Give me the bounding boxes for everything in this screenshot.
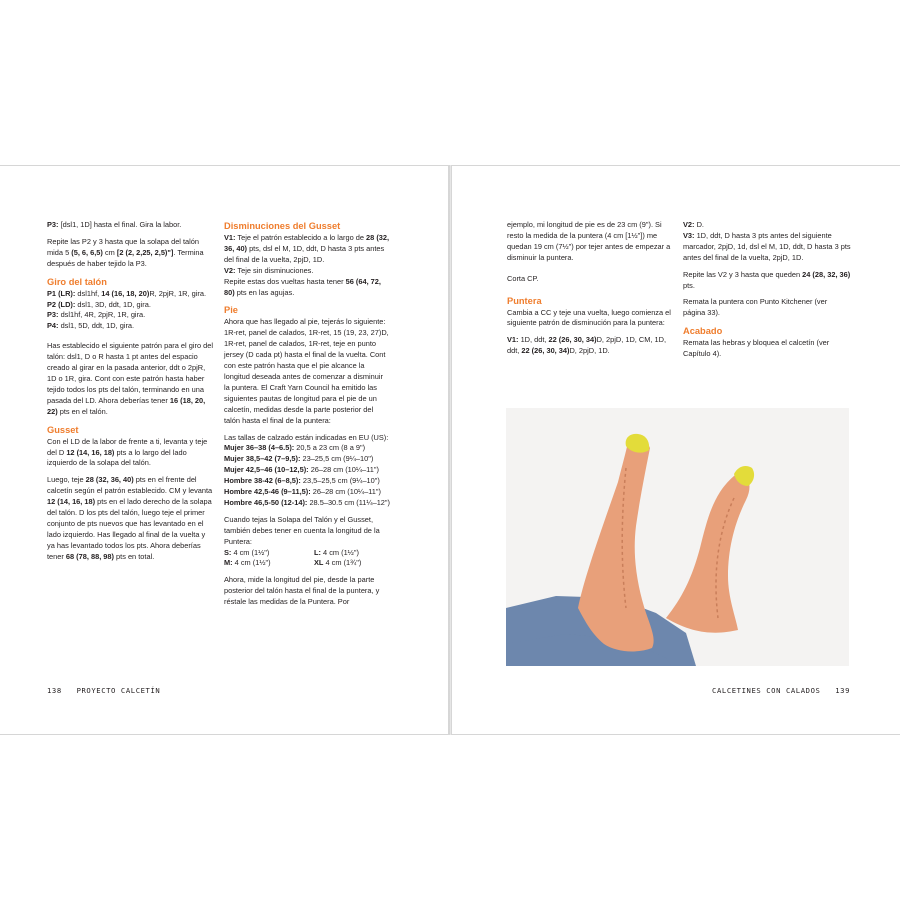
size-label: M: xyxy=(224,558,233,568)
size-value: 23,5–25,5 cm (9¼–10") xyxy=(300,476,380,486)
size-value: 26–28 cm (10¼–11") xyxy=(310,487,381,497)
text: pts, dsl el M, 1D, ddt, D hasta 3 pts antes del final de la vuelta, 2pjD, 1D. xyxy=(224,243,385,264)
left-page-column-1 xyxy=(47,220,213,569)
text: Repite las V2 y 3 hasta que queden xyxy=(683,269,803,279)
shoe-size-row xyxy=(224,498,390,509)
left-page-column-2 xyxy=(224,220,390,614)
size-label: L: xyxy=(314,547,321,557)
size-label: Mujer 36–38 (4–6.5): xyxy=(224,443,295,453)
socks-illustration xyxy=(506,408,849,666)
size-value: 28.5–30.5 cm (11¼–12") xyxy=(307,497,390,507)
sizes: 12 (14, 16, 18) xyxy=(47,497,96,507)
gusset-paragraph xyxy=(47,437,213,470)
sizes: 56 (64, 72, 80) xyxy=(224,276,381,297)
sizes: 28 (32, 36, 40) xyxy=(224,233,390,253)
size-label: XL xyxy=(314,558,324,568)
ahora-paragraph: Ahora, mide la longitud del pie, desde la parte posterior del talón hasta el final de la puntera, y réstale las medidas de la Puntera. Por xyxy=(224,575,380,607)
text: Con el LD de la labor de frente a ti, levanta y teje del D xyxy=(47,436,208,457)
foot-paragraph: Ahora que has llegado al pie, tejerás lo siguiente: 1R-ret, panel de calados, 1R-ret, 15 (19, 23, 27)D, 1R-ret, panel de calados, 1R-ret, teje en punto jersey (D cada pt) hasta el final de la vuelta. Cont con este patrón hasta que el pie alcance la longitud deseada antes de comenzar a disminuir la puntera. El Craft Yarn Council ha emitido las siguientes pautas de longitud para el pie de un calcetín, medidas desde la parte posterior del talón hasta el final de la puntera: xyxy=(224,317,389,425)
heading-toe: Puntera xyxy=(507,295,542,306)
sizes: 68 (78, 88, 98) xyxy=(65,551,114,561)
toe-length-grid xyxy=(224,548,390,570)
size-value: 4 cm (1¾") xyxy=(323,558,362,568)
text: pts en total. xyxy=(113,551,155,561)
text: cm xyxy=(102,247,117,257)
text: R, 2pjR, 1R, gira. xyxy=(149,288,206,298)
text: pts. xyxy=(683,280,695,290)
text: Has establecido el siguiente patrón para el giro del talón: dsl1, D o R hasta 1 pt antes del espacio creado al girar en la pasada anterior, ddt o 2pjR, 1D o 1R, gira. Cont con este patrón hasta haber tejido todos los pts del talón, terminando en una pasada del LD. Ahora deberías tener xyxy=(47,341,213,405)
sizes: 22 (26, 30, 34) xyxy=(548,335,597,345)
shoe-size-row xyxy=(224,443,390,454)
row-v2 xyxy=(683,220,851,231)
row-label: P2 (LD): xyxy=(47,299,76,309)
row-label: P3: xyxy=(47,310,59,320)
row-p4 xyxy=(47,321,213,332)
text: pts en las agujas. xyxy=(234,287,295,297)
sizes: 28 (32, 36, 40) xyxy=(85,475,134,485)
size-value: 23–25,5 cm (9¼–10") xyxy=(300,454,374,464)
right-page-column-2 xyxy=(683,220,851,366)
size-value: 26–28 cm (10¼–11") xyxy=(308,465,379,475)
toe-size-l xyxy=(314,548,404,559)
row-text: [dsl1, 1D] hasta el final. Gira la labor. xyxy=(58,220,182,229)
text: pts en el frente del calcetín según el patrón establecido. CM y levanta xyxy=(47,475,213,496)
text: dsl1hf, xyxy=(75,288,102,298)
sizes: 12 (14, 16, 18) xyxy=(66,447,115,457)
row-p2 xyxy=(47,300,213,311)
sizes: (5, 6, 6,5) xyxy=(71,247,103,257)
size-value: 4 cm (1½") xyxy=(320,547,359,557)
size-value: 4 cm (1½") xyxy=(232,558,271,568)
sizes: 24 (28, 32, 36) xyxy=(802,269,851,279)
row-label: P3: xyxy=(47,220,59,229)
row-label: P4: xyxy=(47,321,59,331)
toe-size-xl xyxy=(314,558,404,569)
sizes-intro: Las tallas de calzado están indicadas en EU (US): xyxy=(224,432,389,442)
shoe-size-list xyxy=(224,443,390,508)
heading-finishing: Acabado xyxy=(683,326,723,337)
acabado-paragraph: Remata las hebras y bloquea el calcetín (ver Capítulo 4). xyxy=(683,338,830,359)
puntera-paragraph: Cambia a CC y teje una vuelta, luego comienza el siguiente patrón de disminución para la puntera: xyxy=(507,307,671,328)
size-label: S: xyxy=(224,547,232,557)
text: dsl1hf, 4R, 2pjR, 1R, gira. xyxy=(58,310,146,320)
shoe-size-row xyxy=(224,476,390,487)
repeat-paragraph xyxy=(683,270,851,292)
text: . Termina después de haber tejido la P3. xyxy=(47,247,204,268)
shoe-size-row xyxy=(224,454,390,465)
socks-photo xyxy=(506,408,849,666)
text: D, 2pjD, 1D, CM, 1D, ddt, xyxy=(507,335,667,356)
size-label: Hombre 42,5-46 (9–11,5): xyxy=(224,487,311,497)
size-label: Mujer 42,5–46 (10–12,5): xyxy=(224,465,309,475)
row-p3b xyxy=(47,310,213,321)
left-page-footer: 138 PROYECTO CALCETÍN xyxy=(47,686,161,695)
row-v3 xyxy=(683,231,851,264)
row-v2 xyxy=(224,266,390,277)
heading-gusset-decreases: Disminuciones del Gusset xyxy=(224,221,341,231)
size-label: Mujer 38,5–42 (7–9,5): xyxy=(224,454,301,464)
corta-line: Corta CP. xyxy=(507,273,539,283)
size-value: 4 cm (1½") xyxy=(231,547,270,557)
row-label: V3: xyxy=(683,230,695,240)
text: 1D, ddt, xyxy=(518,335,549,345)
heading-gusset: Gusset xyxy=(47,424,79,435)
luego-paragraph xyxy=(47,475,213,562)
row-p1 xyxy=(47,289,213,300)
text: 1D, ddt, D hasta 3 pts antes del siguiente marcador, 2pjD, 1d, dsl el M, 1D, ddt, D hasta 3 pts antes del final de la vuelta, 2pjD, 1D. xyxy=(683,230,851,262)
text: pts en el talón. xyxy=(57,406,108,416)
right-page-column-1 xyxy=(507,220,673,363)
size-label: Hombre 46,5-50 (12-14): xyxy=(224,497,308,507)
ejemplo-paragraph: ejemplo, mi longitud de pie es de 23 cm (9"). Si resto la medida de la puntera (4 cm [1½"]) me quedan 19 cm (7½") por tejer antes de empezar a disminuir la puntera. xyxy=(507,220,671,262)
heel-paragraph xyxy=(47,341,213,417)
row-label: V1: xyxy=(224,233,236,242)
heading-foot: Pie xyxy=(224,305,238,316)
text: dsl1, 3D, ddt, 1D, gira. xyxy=(75,299,151,309)
sizes: [2 (2, 2,25, 2,5)"] xyxy=(116,247,174,257)
repeat-paragraph xyxy=(224,277,390,299)
text: D. xyxy=(694,220,704,229)
row-label: V2: xyxy=(224,265,236,275)
sizes: 14 (16, 18, 20) xyxy=(101,288,150,298)
sizes: 16 (18, 20, 22) xyxy=(47,395,206,416)
row-label: V2: xyxy=(683,220,695,229)
text: Teje sin disminuciones. xyxy=(235,265,314,275)
row-v1 xyxy=(224,233,390,266)
row-p3 xyxy=(47,220,213,231)
text: Repite las P2 y 3 hasta que la solapa del talón mida 5 xyxy=(47,236,200,257)
text: D, 2pjD, 1D. xyxy=(569,346,610,356)
text: dsl1, 5D, ddt, 1D, gira. xyxy=(58,321,135,331)
repeat-paragraph xyxy=(47,237,213,270)
toe-size-m xyxy=(224,558,314,569)
size-value: 20,5 a 23 cm (8 a 9") xyxy=(294,443,366,453)
row-v1 xyxy=(507,335,673,357)
text: Luego, teje xyxy=(47,475,86,485)
solapa-paragraph: Cuando tejas la Solapa del Talón y el Gusset, también debes tener en cuenta la longitud de la Puntera: xyxy=(224,514,380,546)
size-label: Hombre 38-42 (6–8,5): xyxy=(224,476,301,486)
shoe-size-row xyxy=(224,465,390,476)
shoe-size-row xyxy=(224,487,390,498)
remata-paragraph: Remata la puntera con Punto Kitchener (ver página 33). xyxy=(683,297,828,318)
text: pts a lo largo del lado izquierdo de la solapa del talón. xyxy=(47,447,187,468)
text: Repite estas dos vueltas hasta tener xyxy=(224,276,346,286)
sizes: 22 (26, 30, 34) xyxy=(521,346,570,356)
text: Teje el patrón establecido a lo largo de xyxy=(235,233,367,242)
left-page xyxy=(0,165,449,735)
row-label: V1: xyxy=(507,335,519,345)
heading-heel-turn: Giro del talón xyxy=(47,276,107,287)
right-page-footer: CALCETINES CON CALADOS 139 xyxy=(712,686,850,695)
row-label: P1 (LR): xyxy=(47,288,76,298)
text: pts en el lado derecho de la solapa del talón. D los pts del talón, luego teje el primer conjunto de pts nuevos que has levantado en el lado izquierdo. Has llegado al final de la vuelta y ya has levantado todos los pts. Ahora deberías tener xyxy=(47,497,212,561)
toe-size-s xyxy=(224,548,314,559)
